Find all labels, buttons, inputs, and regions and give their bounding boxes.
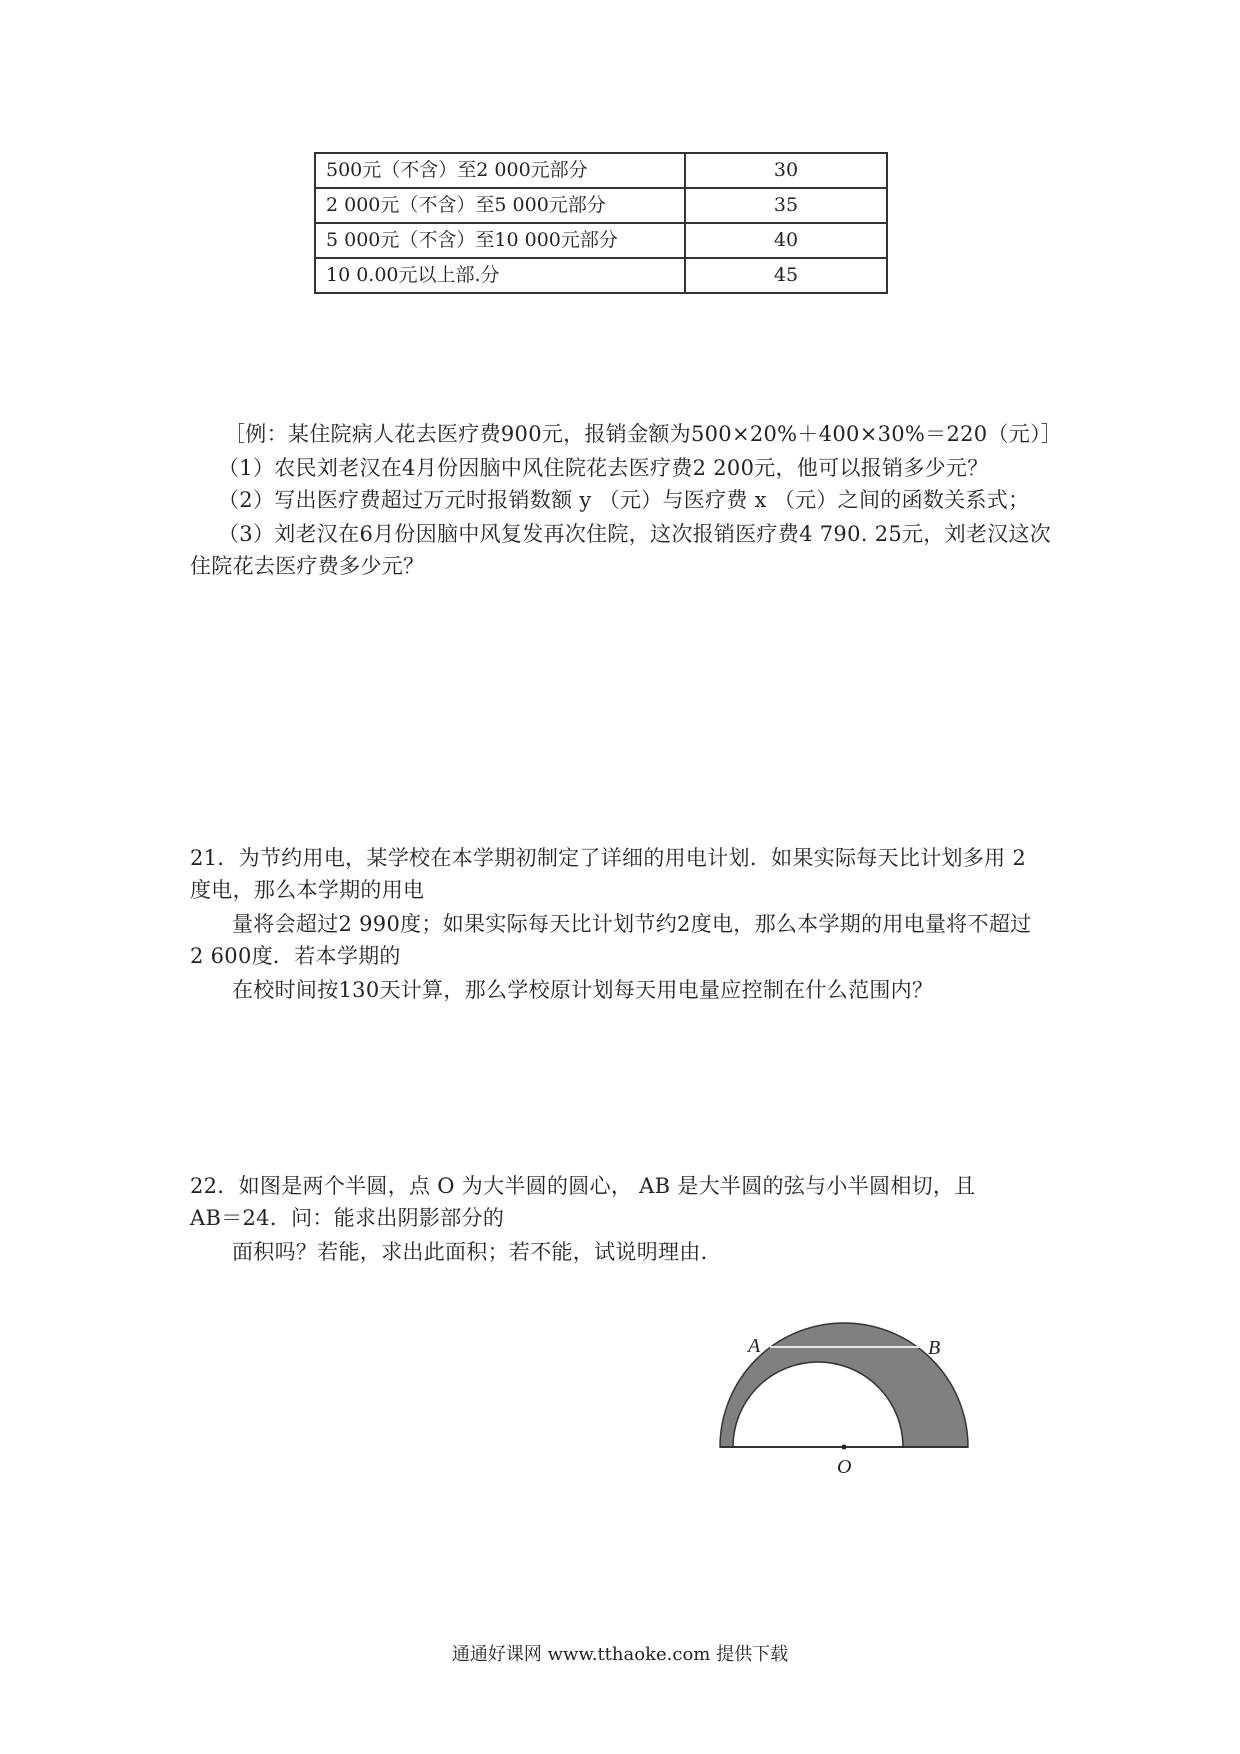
reimbursement-table <box>314 152 888 294</box>
table-row <box>315 223 887 258</box>
q21-line3: 量将会超过2 990度；如果实际每天比计划节约2度电，那么本学期的用电量将不超过 <box>232 912 1032 936</box>
table-row <box>315 153 887 188</box>
q20-part3-line2: 住院花去医疗费多少元？ <box>190 554 425 578</box>
example-text: ［例：某住院病人花去医疗费900元，报销金额为500×20%＋400×30%＝220（元）］ <box>224 422 1063 446</box>
q22-line1: 22．如图是两个半圆，点 O 为大半圆的圆心， AB 是大半圆的弦与小半圆相切，且 <box>190 1174 976 1198</box>
q21-line2: 度电，那么本学期的用电 <box>190 878 425 902</box>
label-b: B <box>928 1337 941 1359</box>
footer-text: 通通好课网 www.tthaoke.com 提供下载 <box>451 1644 789 1665</box>
table-cell-rate: 35 <box>685 188 887 223</box>
q22-line3: 面积吗？若能，求出此面积；若不能，试说明理由． <box>232 1240 722 1264</box>
table-cell-range: 2 000元（不含）至5 000元部分 <box>315 188 685 223</box>
q21-line1: 21．为节约用电，某学校在本学期初制定了详细的用电计划．如果实际每天比计划多用 2 <box>190 846 1027 870</box>
q20-part1: （1）农民刘老汉在4月份因脑中风住院花去医疗费2 200元，他可以报销多少元？ <box>218 456 989 480</box>
q20-part3-line1: （3）刘老汉在6月份因脑中风复发再次住院，这次报销医疗费4 790. 25元，刘老汉这次 <box>218 522 1052 546</box>
table-cell-rate: 45 <box>685 258 887 293</box>
q21-line5: 在校时间按130天计算，那么学校原计划每天用电量应控制在什么范围内？ <box>232 978 934 1002</box>
semicircle-figure <box>740 1305 980 1478</box>
table-cell-rate: 40 <box>685 223 887 258</box>
q21-line4: 2 600度．若本学期的 <box>190 944 401 968</box>
semicircles-diagram <box>740 1305 980 1478</box>
table-cell-range: 10 0.00元以上部.分 <box>315 258 685 293</box>
label-a: A <box>748 1335 761 1357</box>
table-cell-range: 5 000元（不含）至10 000元部分 <box>315 223 685 258</box>
table-cell-rate: 30 <box>685 153 887 188</box>
table-row <box>315 258 887 293</box>
center-point-o <box>842 1445 847 1450</box>
table-cell-range: 500元（不含）至2 000元部分 <box>315 153 685 188</box>
q20-part2: （2）写出医疗费超过万元时报销数额 y （元）与医疗费 x （元）之间的函数关系式； <box>218 488 1030 512</box>
q22-line2: AB＝24．问：能求出阴影部分的 <box>190 1206 505 1230</box>
label-o: O <box>837 1456 852 1478</box>
table-row <box>315 188 887 223</box>
